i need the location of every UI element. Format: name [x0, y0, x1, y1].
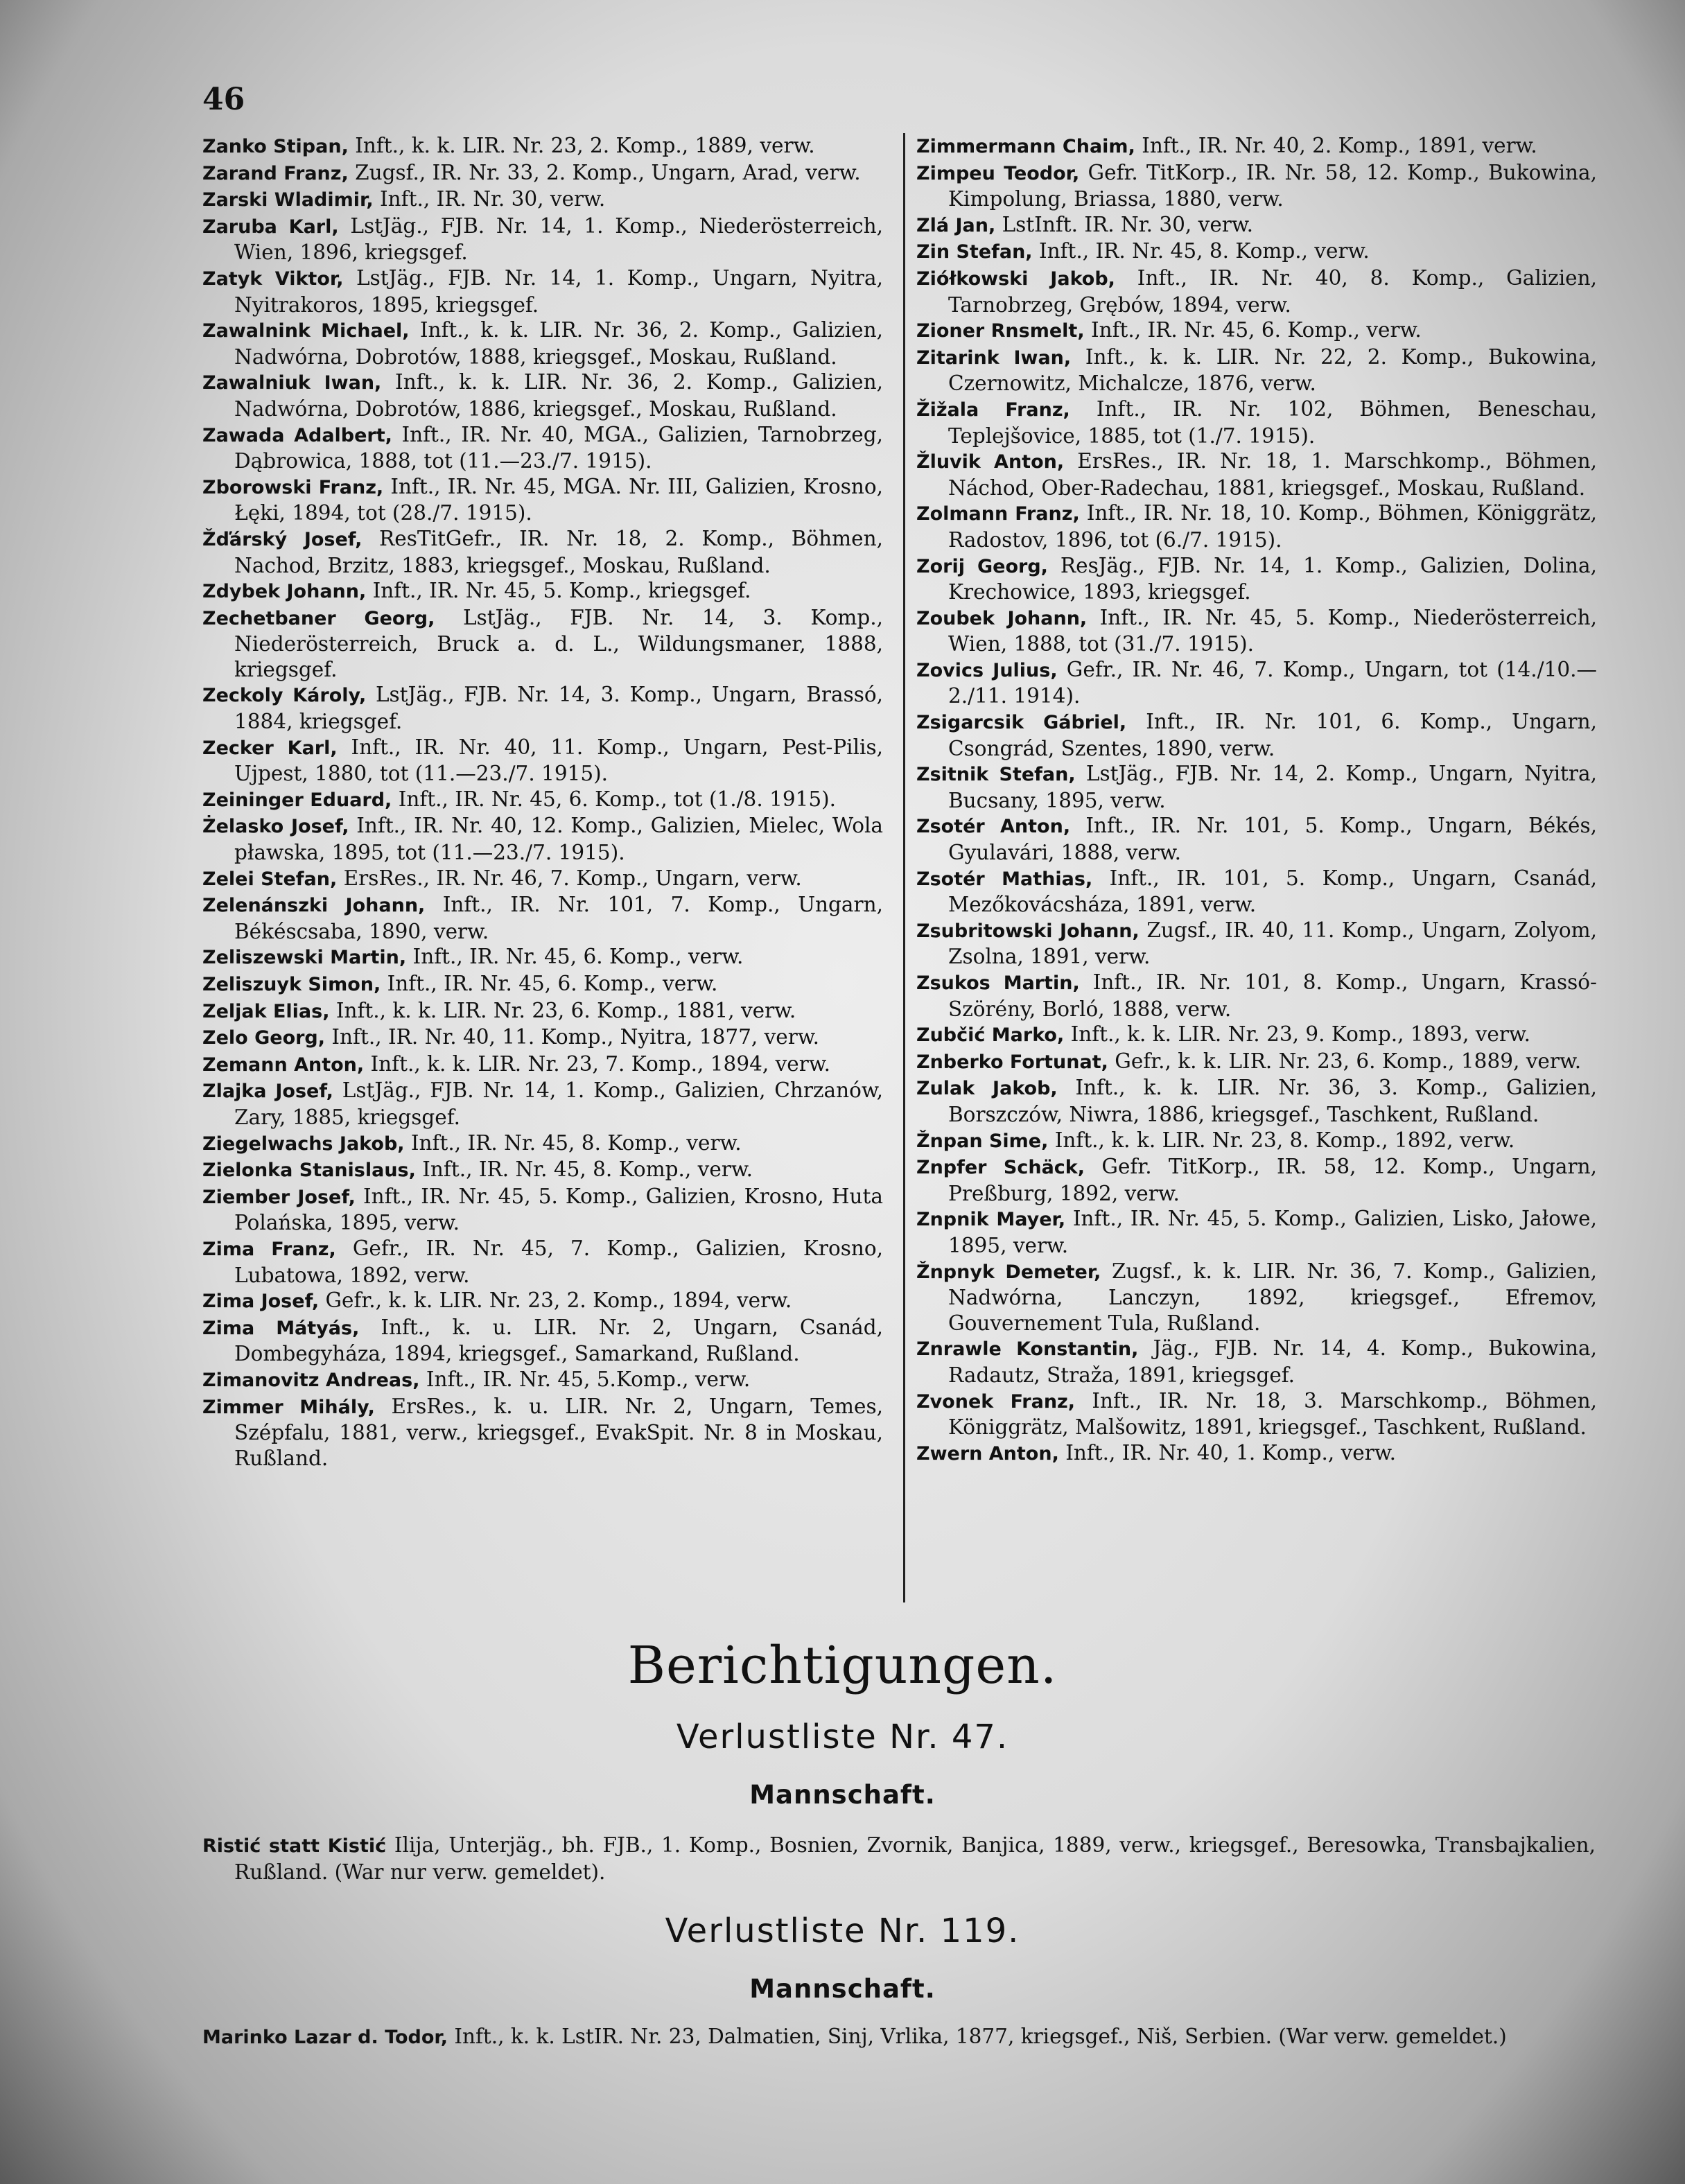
- entry-details: ErsRes., IR. Nr. 46, 7. Komp., Ungarn, verw.: [337, 866, 802, 890]
- entry-name: Zulak Jakob,: [916, 1078, 1058, 1100]
- entry-details: LstJäg., FJB. Nr. 14, 2. Komp., Ungarn, Nyitra, Bucsany, 1895, verw.: [948, 762, 1597, 812]
- entry-details: Inft., IR. Nr. 45, 8. Komp., verw.: [1032, 239, 1370, 263]
- entry-details: Inft., k. k. LstIR. Nr. 23, Dalmatien, Sinj, Vrlika, 1877, kriegsgef., Niš, Serbien. (War verw. gemeldet.): [447, 2025, 1507, 2048]
- entry-details: Inft., IR. Nr. 45, MGA. Nr. III, Galizien, Krosno, Łęki, 1894, tot (28./7. 1915).: [234, 474, 883, 525]
- entry-details: Inft., IR. Nr. 101, 6. Komp., Ungarn, Csongrád, Szentes, 1890, verw.: [948, 710, 1597, 760]
- list-119-section: Mannschaft.: [749, 1974, 936, 2004]
- entry-name: Ziegelwachs Jakob,: [202, 1133, 405, 1155]
- entry-details: LstInft. IR. Nr. 30, verw.: [995, 212, 1254, 236]
- list-entry: [916, 761, 1597, 813]
- entry-name: Zlajka Josef,: [202, 1081, 333, 1103]
- entry-name: Zin Stefan,: [916, 241, 1033, 263]
- list-entry: [202, 1288, 883, 1315]
- entry-name: Zubčić Marko,: [916, 1024, 1065, 1047]
- list-119-entry: [202, 2024, 1596, 2051]
- list-entry: [916, 317, 1597, 344]
- list-entry: [202, 1051, 883, 1078]
- entry-name: Ziółkowski Jakob,: [916, 268, 1115, 290]
- list-entry: [916, 970, 1597, 1022]
- entry-details: Inft., IR. Nr. 40, 11. Komp., Nyitra, 1877, verw.: [325, 1025, 819, 1049]
- list-entry: [202, 317, 883, 369]
- entry-details: Inft., k. k. LIR. Nr. 23, 8. Komp., 1892, verw.: [1048, 1128, 1515, 1152]
- entry-name: Žluvik Anton,: [916, 451, 1065, 473]
- entry-details: Inft., k. k. LIR. Nr. 22, 2. Komp., Bukowina, Czernowitz, Michalcze, 1876, verw.: [948, 344, 1597, 396]
- list-entry: [916, 1022, 1597, 1049]
- entry-details: Inft., IR. Nr. 18, 3. Marschkomp., Böhmen, Königgrätz, Malšowitz, 1891, kriegsgef., Taschkent, Rußland.: [948, 1388, 1597, 1440]
- entry-details: Zugsf., IR. Nr. 33, 2. Komp., Ungarn, Arad, verw.: [348, 160, 861, 184]
- entry-name: Zovics Julius,: [916, 659, 1058, 681]
- entry-name: Zioner Rnsmelt,: [916, 320, 1085, 342]
- list-entry: [202, 1394, 883, 1471]
- entry-details: Gefr., IR. Nr. 46, 7. Komp., Ungarn, tot (14./10.—2./11. 1914).: [948, 657, 1597, 708]
- list-47-heading: Verlustliste Nr. 47.: [676, 1718, 1009, 1756]
- entry-details: Inft., IR. Nr. 101, 7. Komp., Ungarn, Békéscsaba, 1890, verw.: [234, 893, 883, 943]
- list-entry: [202, 369, 883, 421]
- list-entry: [916, 133, 1597, 160]
- entry-name: Zsubritowski Johann,: [916, 920, 1140, 942]
- entry-name: Žnpnyk Demeter,: [916, 1261, 1101, 1283]
- entry-name: Znrawle Konstantin,: [916, 1338, 1139, 1361]
- list-entry: [202, 998, 883, 1025]
- entry-name: Zarski Wladimir,: [202, 189, 374, 211]
- entry-name: Ristić statt Kistić: [202, 1835, 387, 1857]
- entry-details: LstJäg., FJB. Nr. 14, 1. Komp., Niederösterreich, Wien, 1896, kriegsgef.: [234, 213, 883, 265]
- list-entry: [202, 787, 883, 814]
- list-entry: [202, 971, 883, 998]
- entry-name: Žižala Franz,: [916, 399, 1070, 421]
- list-entry: [202, 474, 883, 526]
- entry-name: Zvonek Franz,: [916, 1390, 1076, 1413]
- list-entry: [916, 918, 1597, 970]
- entry-name: Zeliszuyk Simon,: [202, 974, 381, 995]
- list-entry: [916, 813, 1597, 865]
- list-entry: [916, 605, 1597, 657]
- left-column: [202, 133, 883, 1471]
- list-entry: [916, 1336, 1597, 1388]
- entry-details: LstJäg., FJB. Nr. 14, 1. Komp., Ungarn, Nyitra, Nyitrakoros, 1895, kriegsgef.: [234, 265, 883, 317]
- entry-name: Znpnik Mayer,: [916, 1209, 1066, 1231]
- entry-details: Inft., IR. Nr. 45, 5.Komp., verw.: [419, 1367, 751, 1391]
- entry-name: Zwern Anton,: [916, 1442, 1059, 1465]
- entry-details: Inft., k. k. LIR. Nr. 36, 2. Komp., Galizien, Nadwórna, Dobrotów, 1888, kriegsgef., Moskau, Rußland.: [234, 318, 883, 369]
- list-entry: [916, 212, 1597, 239]
- entry-name: Zielonka Stanislaus,: [202, 1160, 416, 1182]
- entry-name: Zlá Jan,: [916, 214, 996, 236]
- entry-name: Zoubek Johann,: [916, 607, 1088, 629]
- entry-details: Jäg., FJB. Nr. 14, 4. Komp., Bukowina, Radautz, Straža, 1891, kriegsgef.: [948, 1336, 1597, 1387]
- list-entry: [202, 1130, 883, 1157]
- entry-details: Inft., IR. Nr. 40, MGA., Galizien, Tarnobrzeg, Dąbrowica, 1888, tot (11.—23./7. 1915).: [234, 422, 883, 473]
- entry-details: Inft., IR. Nr. 40, 8. Komp., Galizien, Tarnobrzeg, Grębów, 1894, verw.: [948, 265, 1597, 317]
- list-entry: [202, 1367, 883, 1394]
- list-entry: [202, 133, 883, 160]
- entry-name: Zima Josef,: [202, 1291, 320, 1313]
- entry-name: Zecker Karl,: [202, 737, 338, 759]
- list-entry: [916, 1075, 1597, 1127]
- entry-details: Inft., IR. Nr. 45, 6. Komp., tot (1./8. 1915).: [392, 787, 837, 811]
- entry-details: Inft., k. k. LIR. Nr. 23, 2. Komp., 1889, verw.: [348, 134, 815, 157]
- entry-details: Gefr. TitKorp., IR. 58, 12. Komp., Ungarn, Preßburg, 1892, verw.: [948, 1155, 1597, 1205]
- list-entry: [916, 1154, 1597, 1206]
- entry-details: Inft., IR. Nr. 40, 2. Komp., 1891, verw.: [1135, 134, 1537, 157]
- corrections-heading: Berichtigungen.: [627, 1636, 1058, 1695]
- list-entry: [916, 500, 1597, 552]
- entry-name: Zeininger Eduard,: [202, 789, 392, 811]
- entry-details: Inft., k. k. LIR. Nr. 23, 7. Komp., 1894, verw.: [364, 1051, 830, 1076]
- entry-name: Zawalnink Michael,: [202, 320, 410, 342]
- list-entry: [202, 1184, 883, 1236]
- entry-details: Inft., IR. Nr. 40, 11. Komp., Ungarn, Pest-Pilis, Ujpest, 1880, tot (11.—23./7. 1915).: [234, 735, 883, 786]
- entry-details: Inft., IR. Nr. 45, 5. Komp., Galizien, Lisko, Jałowe, 1895, verw.: [948, 1207, 1597, 1257]
- list-entry: [916, 448, 1597, 500]
- entry-name: Zeckoly Károly,: [202, 685, 367, 707]
- entry-details: Inft., IR. Nr. 45, 8. Komp., verw.: [404, 1130, 742, 1155]
- entry-name: Zanko Stipan,: [202, 136, 349, 157]
- entry-name: Zdybek Johann,: [202, 581, 367, 603]
- entry-name: Zeljak Elias,: [202, 1000, 330, 1022]
- entry-name: Znpfer Schäck,: [916, 1157, 1085, 1179]
- entry-name: Zborowski Franz,: [202, 476, 384, 498]
- entry-details: Inft., k. k. LIR. Nr. 23, 9. Komp., 1893, verw.: [1064, 1022, 1531, 1047]
- list-entry: [202, 605, 883, 683]
- list-entry: [202, 578, 883, 605]
- list-entry: [916, 238, 1597, 265]
- list-entry: [916, 1259, 1597, 1336]
- entry-details: Inft., IR. Nr. 45, 6. Komp., verw.: [406, 945, 744, 969]
- list-entry: [916, 1388, 1597, 1440]
- entry-details: ResJäg., FJB. Nr. 14, 1. Komp., Galizien, Dolina, Krechowice, 1893, kriegsgef.: [948, 553, 1597, 604]
- list-47-entry: [202, 1833, 1596, 1885]
- entry-name: Zemann Anton,: [202, 1054, 365, 1076]
- list-entry: [916, 396, 1597, 448]
- entry-details: Inft., IR. 101, 5. Komp., Ungarn, Csanád, Mezőkovácsháza, 1891, verw.: [948, 866, 1597, 917]
- entry-name: Zsitnik Stefan,: [916, 764, 1076, 786]
- entry-name: Marinko Lazar d. Todor,: [202, 2027, 448, 2048]
- entry-details: ResTitGefr., IR. Nr. 18, 2. Komp., Böhmen, Nachod, Brzitz, 1883, kriegsgef., Moskau, Rußland.: [234, 526, 883, 577]
- list-entry: [916, 344, 1597, 396]
- entry-name: Zima Mátyás,: [202, 1317, 360, 1339]
- entry-details: Inft., IR. Nr. 45, 8. Komp., verw.: [415, 1157, 753, 1182]
- entry-details: Inft., IR. Nr. 45, 5. Komp., Galizien, Krosno, Huta Polańska, 1895, verw.: [234, 1184, 883, 1235]
- entry-details: ErsRes., IR. Nr. 18, 1. Marschkomp., Böhmen, Náchod, Ober-Radechau, 1881, kriegsgef., Moskau, Rußland.: [948, 449, 1597, 500]
- entry-details: Inft., IR. Nr. 45, 5. Komp., kriegsgef.: [366, 579, 751, 603]
- entry-name: Żelasko Josef,: [202, 816, 349, 838]
- list-entry: [202, 1157, 883, 1184]
- entry-name: Zeliszewski Martin,: [202, 947, 407, 969]
- list-entry: [202, 1078, 883, 1130]
- entry-details: LstJäg., FJB. Nr. 14, 3. Komp., Niederösterreich, Bruck a. d. L., Wildungsmaner, 1888, kriegsgef.: [234, 605, 883, 681]
- list-entry: [916, 553, 1597, 605]
- list-entry: [202, 213, 883, 265]
- entry-details: Inft., IR. Nr. 40, 12. Komp., Galizien, Mielec, Wola pławska, 1895, tot (11.—23./7. 1915).: [234, 814, 883, 865]
- entry-details: Inft., k. u. LIR. Nr. 2, Ungarn, Csanád, Dombegyháza, 1894, kriegsgef., Samarkand, Rußland.: [234, 1315, 884, 1366]
- entry-details: LstJäg., FJB. Nr. 14, 1. Komp., Galizien, Chrzanów, Zary, 1885, kriegsgef.: [234, 1078, 883, 1129]
- list-entry: [916, 265, 1597, 317]
- list-entry: [202, 1024, 883, 1051]
- entry-details: Inft., k. k. LIR. Nr. 23, 6. Komp., 1881, verw.: [329, 998, 796, 1022]
- entry-name: Zechetbaner Georg,: [202, 607, 435, 629]
- list-entry: [916, 1128, 1597, 1155]
- entry-details: ErsRes., k. u. LIR. Nr. 2, Ungarn, Temes, Szépfalu, 1881, verw., kriegsgef., EvakSpit. Nr. 8 in Moskau, Rußland.: [234, 1394, 883, 1470]
- entry-name: Zaruba Karl,: [202, 216, 339, 238]
- entry-details: Gefr., k. k. LIR. Nr. 23, 6. Komp., 1889, verw.: [1108, 1049, 1582, 1073]
- list-entry: [916, 1049, 1597, 1076]
- list-entry: [202, 1315, 883, 1367]
- list-entry: [916, 657, 1597, 709]
- list-entry: [202, 866, 883, 893]
- entry-name: Zitarink Iwan,: [916, 347, 1072, 369]
- entry-details: Inft., IR. Nr. 45, 6. Komp., verw.: [381, 972, 718, 995]
- entry-name: Zsukos Martin,: [916, 972, 1080, 994]
- entry-details: Inft., IR. Nr. 101, 8. Komp., Ungarn, Krassó-Szörény, Borló, 1888, verw.: [948, 970, 1597, 1021]
- entry-details: Inft., IR. Nr. 45, 5. Komp., Niederösterreich, Wien, 1888, tot (31./7. 1915).: [948, 605, 1597, 656]
- entry-details: Inft., k. k. LIR. Nr. 36, 3. Komp., Galizien, Borszczów, Niwra, 1886, kriegsgef., Taschkent, Rußland.: [948, 1076, 1597, 1126]
- entry-details: Inft., IR. Nr. 102, Böhmen, Beneschau, Teplejšovice, 1885, tot (1./7. 1915).: [948, 396, 1597, 448]
- page-number: 46: [202, 82, 245, 117]
- list-entry: [202, 735, 883, 787]
- entry-name: Zorij Georg,: [916, 555, 1048, 577]
- list-entry: [202, 813, 883, 865]
- entry-details: Zugsf., k. k. LIR. Nr. 36, 7. Komp., Galizien, Nadwórna, Lanczyn, 1892, kriegsgef., Efremov, Gouvernement Tula, Rußland.: [948, 1259, 1598, 1335]
- entry-details: Inft., IR. Nr. 18, 10. Komp., Böhmen, Königgrätz, Radostov, 1896, tot (6./7. 1915).: [948, 501, 1597, 552]
- entry-name: Ziember Josef,: [202, 1186, 356, 1208]
- entry-name: Zimanovitz Andreas,: [202, 1369, 420, 1391]
- list-119-heading: Verlustliste Nr. 119.: [665, 1912, 1020, 1950]
- entry-name: Zolmann Franz,: [916, 503, 1080, 525]
- list-entry: [916, 709, 1597, 761]
- list-entry: [202, 422, 883, 474]
- column-divider: [903, 133, 905, 1602]
- entry-details: Inft., IR. Nr. 101, 5. Komp., Ungarn, Békés, Gyulavári, 1888, verw.: [948, 814, 1597, 865]
- entry-name: Zelei Stefan,: [202, 868, 338, 890]
- entry-name: Zima Franz,: [202, 1238, 336, 1260]
- entry-name: Zsotér Mathias,: [916, 868, 1093, 890]
- entry-name: Zelenánszki Johann,: [202, 895, 426, 917]
- entry-details: Inft., IR. Nr. 30, verw.: [373, 187, 606, 211]
- list-entry: [916, 1206, 1597, 1258]
- list-entry: [202, 892, 883, 944]
- entry-details: Gefr., k. k. LIR. Nr. 23, 2. Komp., 1894, verw.: [319, 1288, 792, 1313]
- list-entry: [916, 160, 1597, 212]
- entry-name: Žnpan Sime,: [916, 1130, 1049, 1152]
- list-entry: [202, 160, 883, 187]
- entry-details: Zugsf., IR. 40, 11. Komp., Ungarn, Zolyom, Zsolna, 1891, verw.: [948, 918, 1597, 969]
- entry-name: Zimpeu Teodor,: [916, 162, 1080, 184]
- entry-name: Zsigarcsik Gábriel,: [916, 712, 1127, 734]
- list-entry: [202, 265, 883, 317]
- list-entry: [202, 526, 883, 578]
- entry-name: Znberko Fortunat,: [916, 1051, 1108, 1073]
- list-entry: [916, 1440, 1597, 1467]
- entry-name: Zatyk Viktor,: [202, 268, 344, 290]
- list-entry: [916, 866, 1597, 918]
- entry-details: LstJäg., FJB. Nr. 14, 3. Komp., Ungarn, Brassó, 1884, kriegsgef.: [234, 683, 884, 734]
- entry-name: Žďárský Josef,: [202, 528, 363, 550]
- entry-name: Zimmermann Chaim,: [916, 136, 1135, 157]
- list-entry: [202, 682, 883, 734]
- list-47-section: Mannschaft.: [749, 1780, 936, 1810]
- entry-name: Zsotér Anton,: [916, 816, 1071, 838]
- entry-name: Zawalniuk Iwan,: [202, 372, 382, 394]
- entry-name: Zawada Adalbert,: [202, 424, 392, 446]
- entry-details: Inft., k. k. LIR. Nr. 36, 2. Komp., Galizien, Nadwórna, Dobrotów, 1886, kriegsgef., Moskau, Rußland.: [234, 370, 883, 421]
- entry-details: Inft., IR. Nr. 40, 1. Komp., verw.: [1058, 1440, 1396, 1465]
- right-column: [916, 133, 1597, 1467]
- entry-name: Zimmer Mihály,: [202, 1396, 375, 1418]
- entry-details: Inft., IR. Nr. 45, 6. Komp., verw.: [1084, 318, 1422, 342]
- entry-details: Gefr. TitKorp., IR. Nr. 58, 12. Komp., Bukowina, Kimpolung, Briassa, 1880, verw.: [948, 160, 1597, 211]
- entry-name: Zelo Georg,: [202, 1027, 326, 1049]
- entry-details: Gefr., IR. Nr. 45, 7. Komp., Galizien, Krosno, Lubatowa, 1892, verw.: [234, 1236, 884, 1287]
- list-entry: [202, 186, 883, 213]
- entry-details: Ilija, Unterjäg., bh. FJB., 1. Komp., Bosnien, Zvornik, Banjica, 1889, verw., kriegsgef., Beresowka, Transbajkalien, Rußland. (War nur verw. gemeldet).: [234, 1833, 1596, 1884]
- list-entry: [202, 944, 883, 971]
- entry-name: Zarand Franz,: [202, 162, 349, 184]
- list-entry: [202, 1236, 883, 1288]
